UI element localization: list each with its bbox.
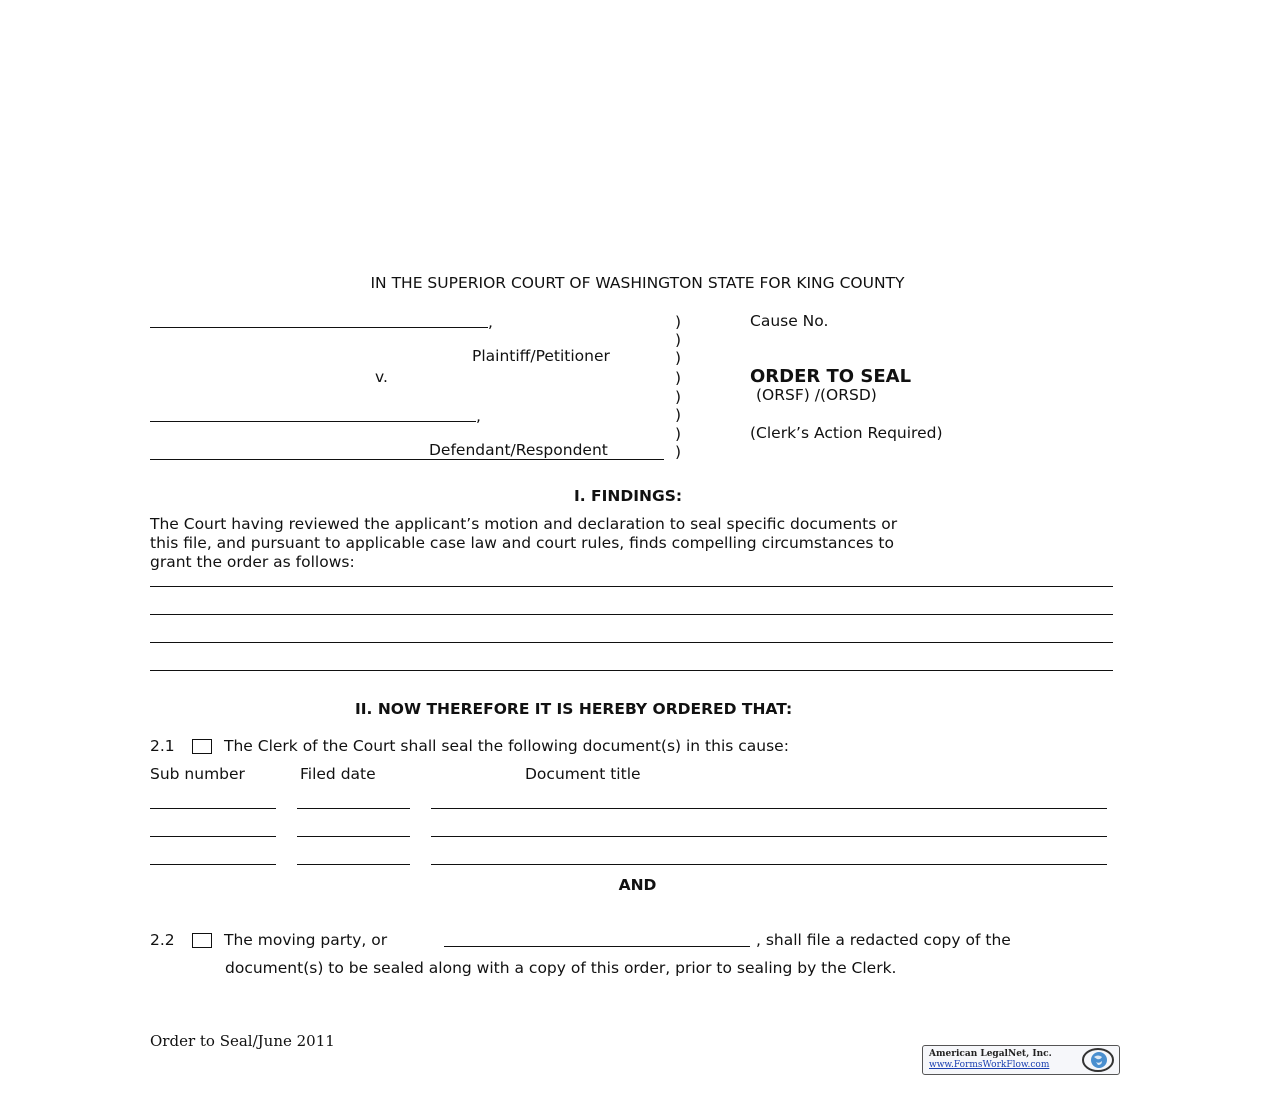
findings-body-line2: this file, and pursuant to applicable case law and court rules, finds compelling circumstances to: [150, 534, 894, 552]
court-title: IN THE SUPERIOR COURT OF WASHINGTON STATE FOR KING COUNTY: [370, 274, 905, 292]
sub-number-field[interactable]: [150, 808, 276, 809]
filed-date-field[interactable]: [297, 836, 410, 837]
cause-no-label: Cause No.: [750, 312, 829, 330]
column-filed-date: Filed date: [300, 765, 376, 783]
paren: ): [675, 443, 682, 461]
paren: ): [675, 369, 682, 387]
sub-number-field[interactable]: [150, 864, 276, 865]
paren: ): [675, 406, 682, 424]
versus-label: v.: [375, 368, 388, 386]
findings-line[interactable]: [150, 670, 1113, 671]
defendant-name-line[interactable]: [150, 421, 476, 422]
column-sub-number: Sub number: [150, 765, 245, 783]
logo-url: www.FormsWorkFlow.com: [929, 1060, 1050, 1070]
item1-number: 2.1: [150, 737, 175, 755]
paren: ): [675, 425, 682, 443]
document-title-field[interactable]: [431, 808, 1107, 809]
order-codes: (ORSF) /(ORSD): [756, 386, 877, 404]
and-label: AND: [618, 876, 657, 894]
item1-checkbox[interactable]: [192, 739, 212, 754]
findings-body-line1: The Court having reviewed the applicant’s motion and declaration to seal specific documents or: [150, 515, 898, 533]
defendant-underline: [150, 459, 664, 460]
plaintiff-comma: ,: [488, 313, 493, 331]
findings-body-line3: grant the order as follows:: [150, 553, 355, 571]
plaintiff-label: Plaintiff/Petitioner: [472, 347, 610, 365]
item2-text-a: The moving party, or: [224, 931, 388, 949]
other-party-field[interactable]: [444, 946, 750, 947]
globe-icon: [1081, 1047, 1115, 1073]
paren: ): [675, 331, 682, 349]
defendant-label: Defendant/Respondent: [429, 441, 608, 459]
item1-text: The Clerk of the Court shall seal the following document(s) in this cause:: [224, 737, 789, 755]
form-identifier: Order to Seal/June 2011: [150, 1032, 335, 1050]
findings-line[interactable]: [150, 614, 1113, 615]
filed-date-field[interactable]: [297, 808, 410, 809]
column-document-title: Document title: [525, 765, 641, 783]
paren: ): [675, 349, 682, 367]
clerk-action-note: (Clerk’s Action Required): [750, 424, 943, 442]
findings-heading: I. FINDINGS:: [574, 487, 683, 505]
document-title-field[interactable]: [431, 864, 1107, 865]
document-title-field[interactable]: [431, 836, 1107, 837]
findings-line[interactable]: [150, 586, 1113, 587]
item2-text-b: , shall file a redacted copy of the: [756, 931, 1011, 949]
logo-company: American LegalNet, Inc.: [929, 1049, 1052, 1059]
filed-date-field[interactable]: [297, 864, 410, 865]
paren: ): [675, 388, 682, 406]
defendant-comma: ,: [476, 407, 481, 425]
american-legalnet-logo[interactable]: [922, 1045, 1120, 1075]
paren: ): [675, 313, 682, 331]
plaintiff-name-line[interactable]: [150, 327, 488, 328]
order-title: ORDER TO SEAL: [750, 366, 912, 387]
order-heading: II. NOW THEREFORE IT IS HEREBY ORDERED THAT:: [355, 700, 793, 718]
item2-number: 2.2: [150, 931, 175, 949]
sub-number-field[interactable]: [150, 836, 276, 837]
item2-checkbox[interactable]: [192, 933, 212, 948]
findings-line[interactable]: [150, 642, 1113, 643]
item2-line2: document(s) to be sealed along with a copy of this order, prior to sealing by the Clerk.: [225, 959, 897, 977]
